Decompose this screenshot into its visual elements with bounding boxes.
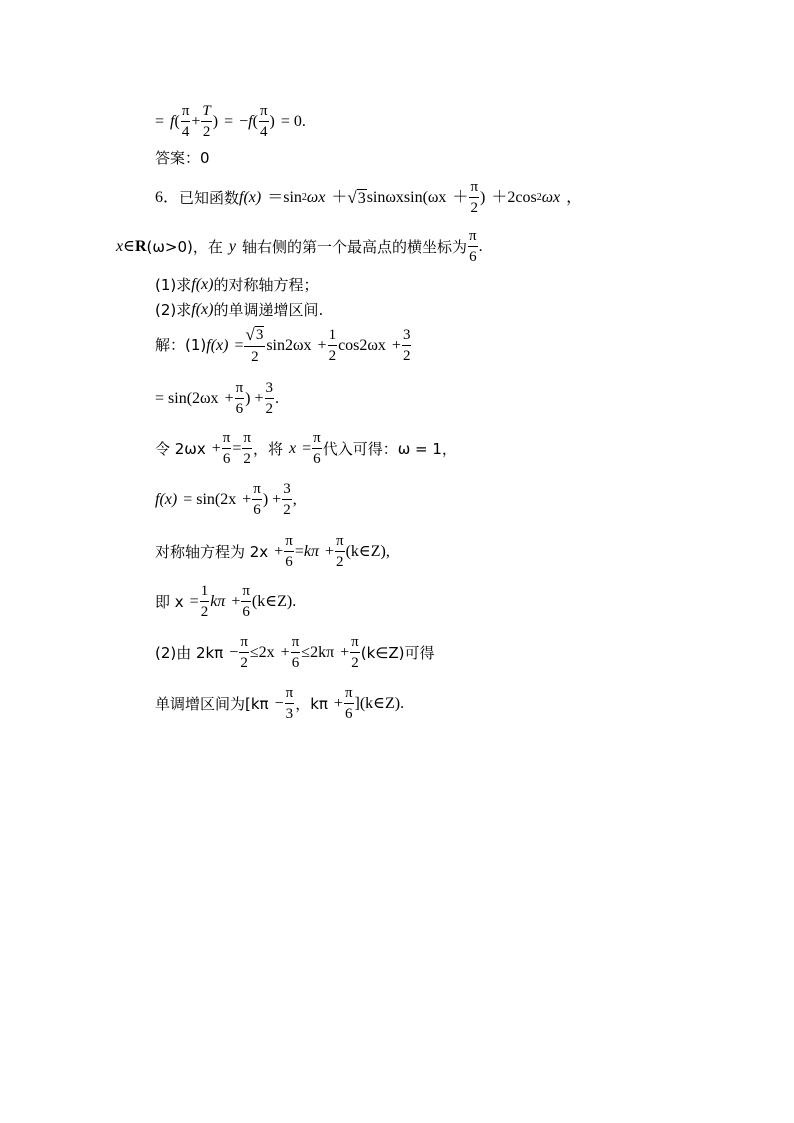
text: kπ: [303, 543, 319, 560]
text: ≤2kπ: [301, 644, 335, 661]
denominator: 2: [265, 401, 274, 417]
text: f(x): [206, 336, 229, 354]
text: ．: [163, 189, 180, 206]
text: 的对称轴方程；: [213, 275, 319, 294]
numerator: π: [344, 686, 354, 704]
fraction: [241, 584, 251, 620]
numerator: π: [222, 431, 232, 449]
denominator: 6: [344, 706, 353, 722]
numerator: π: [235, 381, 245, 399]
text: (1)求: [155, 275, 192, 294]
numerator: π: [469, 180, 479, 198]
text: ＝sin: [267, 189, 302, 206]
denominator: 4: [181, 124, 190, 140]
denominator: 6: [235, 401, 244, 417]
text: ) +: [245, 390, 264, 407]
text: kπ: [210, 593, 226, 610]
denominator: 2: [328, 347, 337, 364]
answer-text: 答案：0: [155, 149, 210, 167]
text: = 0.: [280, 113, 306, 130]
square-root: √ 3: [347, 188, 366, 207]
text: f(x): [191, 276, 214, 293]
fraction: [244, 326, 265, 365]
solution-line-2: [155, 381, 279, 417]
solution-line-4: [155, 482, 297, 518]
solution-line-3: [155, 431, 457, 467]
text: +: [191, 113, 201, 130]
square-root: √ 3: [245, 325, 264, 344]
solution-line-8: [155, 686, 404, 722]
text: (: [174, 113, 180, 130]
fraction: [259, 104, 269, 140]
text: sin2ωx: [266, 336, 312, 354]
fraction: [235, 381, 245, 417]
radicand: 3: [357, 190, 366, 207]
text: ,: [292, 491, 297, 508]
denominator: 2: [470, 200, 478, 216]
fraction: [291, 635, 301, 671]
numerator: π: [284, 534, 294, 552]
text: x: [288, 440, 297, 457]
fraction: [181, 104, 191, 140]
fraction: [350, 635, 360, 671]
numerator: π: [259, 104, 269, 122]
superscript: 2: [536, 192, 542, 203]
text: (ω>0)，在: [146, 237, 223, 256]
denominator: 6: [242, 604, 250, 620]
question-6-line-1: [155, 180, 582, 216]
text: .: [275, 390, 280, 407]
text: ): [212, 113, 219, 130]
text: =: [302, 440, 312, 457]
numerator: 1: [200, 584, 210, 602]
text: = sin(2ωx: [155, 390, 219, 407]
text: ，: [566, 189, 583, 206]
text: f(x): [191, 301, 214, 318]
text: 的单调递增区间.: [213, 300, 324, 319]
denominator: 2: [202, 124, 211, 140]
text: 代入可得：ω = 1，: [322, 439, 457, 458]
text: +: [340, 644, 350, 661]
fraction: [282, 482, 292, 518]
text: −: [229, 644, 239, 661]
text: (k∈Z),: [345, 543, 390, 560]
text: +: [324, 543, 334, 560]
text: ): [269, 113, 275, 130]
denominator: 2: [336, 554, 344, 570]
fraction: [469, 180, 479, 216]
numerator: π: [350, 635, 360, 653]
numerator: 3: [402, 328, 412, 346]
fraction: [285, 686, 295, 722]
text: 解：(1): [155, 336, 207, 354]
text: +: [317, 336, 327, 354]
fraction: [284, 534, 294, 570]
numerator: π: [312, 431, 322, 449]
text: =: [155, 113, 165, 130]
numerator: π: [242, 431, 252, 449]
text: ](k∈Z).: [354, 695, 405, 712]
line-1-equation: [155, 104, 306, 140]
solution-line-5: [155, 534, 390, 570]
text: (: [252, 113, 258, 130]
text: (2)由 2kπ: [155, 643, 224, 662]
numerator: π: [468, 229, 478, 247]
numerator: π: [252, 482, 262, 500]
fraction: [344, 686, 354, 722]
part-2-question: [155, 302, 323, 318]
text: ): [480, 189, 486, 206]
numerator: π: [285, 686, 295, 704]
fraction: [328, 328, 338, 364]
text: +: [211, 440, 221, 457]
superscript: 2: [301, 192, 307, 203]
denominator: 2: [200, 604, 209, 620]
text: +: [242, 491, 252, 508]
text: 令 2ωx: [155, 439, 206, 458]
text: 对称轴方程为 2x: [155, 542, 269, 561]
text: =: [294, 543, 304, 560]
numerator: π: [181, 104, 191, 122]
text: x: [116, 238, 124, 255]
denominator: 6: [313, 451, 321, 467]
numerator: 1: [328, 328, 338, 346]
text: ωx: [306, 189, 326, 206]
text: ) +: [262, 491, 282, 508]
text: 已知函数: [179, 188, 240, 207]
numerator: π: [241, 584, 251, 602]
text: ∈: [123, 238, 135, 255]
answer-line: [155, 151, 210, 166]
text: (k∈Z)可得: [360, 643, 435, 662]
text: sinωxsin(ωx: [366, 189, 447, 206]
text: +: [280, 644, 290, 661]
numerator: [244, 326, 265, 347]
text: f(x): [155, 491, 178, 508]
text: 单调增区间为[kπ: [155, 694, 269, 713]
solution-line-1: [155, 326, 412, 365]
denominator: 2: [283, 502, 291, 518]
text: R: [134, 238, 147, 255]
text: +: [391, 336, 401, 354]
solution-line-6: [155, 584, 296, 620]
text: ≤2x: [249, 644, 275, 661]
text: =: [224, 113, 234, 130]
fraction: [312, 431, 322, 467]
numerator: π: [239, 635, 249, 653]
text: = sin(2x: [183, 491, 237, 508]
text: f: [248, 113, 253, 130]
denominator: 4: [259, 124, 268, 140]
numerator: T: [201, 104, 211, 122]
text: −: [239, 113, 249, 130]
text: −: [274, 695, 284, 712]
denominator: 6: [469, 249, 477, 265]
denominator: 6: [253, 502, 261, 518]
text: +: [333, 695, 343, 712]
text: ωx: [541, 189, 561, 206]
text: ＋: [331, 189, 348, 206]
denominator: 6: [222, 451, 231, 467]
denominator: 2: [240, 655, 248, 671]
denominator: 2: [402, 347, 411, 364]
denominator: 6: [291, 655, 300, 671]
text: ＋: [452, 189, 469, 206]
fraction: [402, 328, 412, 364]
text: +: [231, 593, 241, 610]
fraction: [265, 381, 275, 417]
radicand: 3: [255, 327, 264, 343]
question-6-line-2: [116, 229, 483, 265]
fraction: [335, 534, 345, 570]
numerator: 3: [282, 482, 292, 500]
text: ，kπ: [295, 694, 328, 713]
fraction: [468, 229, 478, 265]
text: (2)求: [155, 300, 192, 319]
denominator: 3: [285, 706, 294, 722]
text: y: [228, 238, 237, 255]
fraction: [201, 104, 211, 140]
fraction: [200, 584, 210, 620]
text: =: [232, 440, 242, 457]
text: f(x): [239, 189, 262, 206]
text: f: [170, 113, 175, 130]
text: cos2ωx: [338, 336, 386, 354]
part-1-question: [155, 277, 318, 293]
numerator: π: [291, 635, 301, 653]
text: ＋2cos: [491, 189, 537, 206]
text: 即 x: [155, 592, 184, 611]
denominator: 6: [285, 554, 293, 570]
text: +: [274, 543, 284, 560]
fraction: [222, 431, 232, 467]
solution-line-7: [155, 635, 434, 671]
text: =: [189, 593, 199, 610]
fraction: [239, 635, 249, 671]
fraction: [242, 431, 252, 467]
text: (k∈Z).: [251, 593, 297, 610]
fraction: [252, 482, 262, 518]
numerator: 3: [265, 381, 275, 399]
numerator: π: [335, 534, 345, 552]
text: +: [224, 390, 234, 407]
text: .: [478, 238, 483, 255]
text: =: [234, 336, 244, 354]
question-number: 6: [155, 189, 163, 206]
denominator: 2: [243, 451, 251, 467]
denominator: 2: [251, 349, 259, 365]
denominator: 2: [351, 655, 359, 671]
text: ，将: [252, 439, 283, 458]
text: 轴右侧的第一个最高点的横坐标为: [242, 237, 468, 256]
